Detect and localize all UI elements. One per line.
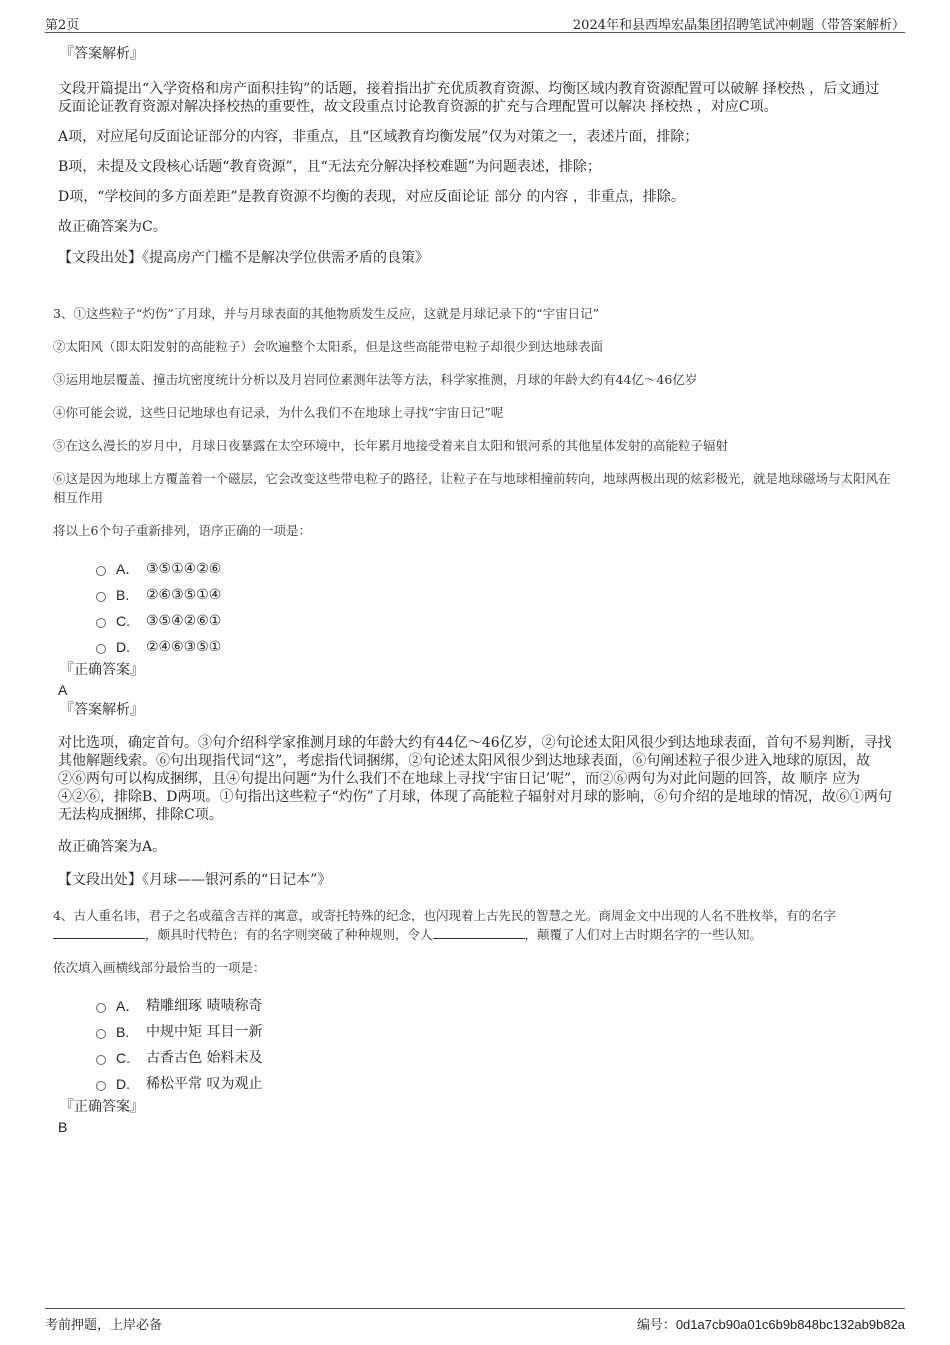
q3-sentence-6: ⑥这是因为地球上方覆盖着一个磁层，它会改变这些带电粒子的路径，让粒子在与地球相撞前转向，地球两极出现的炫彩极光，就是地球磁场与太阳风在相互作用: [53, 471, 891, 505]
q2-analysis-d: D项，“学校间的多方面差距”是教育资源不均衡的表现，对应反面论证 部分 的内容 ，非重点，排除。: [58, 189, 685, 205]
option-text: 古香古色 始料未及: [146, 1050, 263, 1066]
q3-option-c[interactable]: [96, 608, 950, 634]
radio-icon[interactable]: [96, 1081, 106, 1091]
q2-conclusion: 故正确答案为C。: [58, 219, 167, 235]
option-text: 中规中矩 耳目一新: [146, 1024, 263, 1040]
page-footer: [45, 1308, 905, 1333]
q3-option-b[interactable]: [96, 582, 950, 608]
q3-source: [58, 870, 950, 890]
radio-icon[interactable]: [96, 592, 106, 602]
option-text: ③⑤①④②⑥: [146, 561, 222, 577]
q3-sentence-5: ⑤在这么漫长的岁月中，月球日夜暴露在太空环境中，长年累月地接受着来自太阳和银河系的其他星体发射的高能粒子辐射: [53, 438, 729, 453]
page-number: 第2页: [45, 18, 80, 33]
document-title: 2024年和县西埠宏晶集团招聘笔试冲刺题（带答案解析）: [572, 18, 905, 33]
q3-analysis: 对比选项，确定首句。③句介绍科学家推测月球的年龄大约有44亿～46亿岁，②句论述太阳风很少到达地球表面，首句不易判断，寻找其他解题线索。⑥句出现指代词“这”，考虑指代词捆绑，②句论述太阳风很少到达地球表面，⑥句阐述粒子很少进入地球的原因，故②⑥两句可以构成捆绑，且④句提出问题“为什么我们不在地球上寻找‘宇宙日记’呢”，而②⑥两句为对此问题的回答，故 顺序 应为④②⑥，排除B、D两项。①句指出这些粒子“灼伤”了月球，体现了高能粒子辐射对月球的影响，⑥句介绍的是地球的情况，故⑥①两句无法构成捆绑，排除C项。: [58, 735, 892, 823]
radio-icon[interactable]: [96, 644, 106, 654]
q4-option-b[interactable]: [96, 1019, 950, 1045]
q3-option-a[interactable]: [96, 556, 950, 582]
radio-icon[interactable]: [96, 1003, 106, 1013]
radio-icon[interactable]: [96, 618, 106, 628]
radio-icon[interactable]: [96, 566, 106, 576]
q4-option-c[interactable]: [96, 1045, 950, 1071]
fill-blank-1: [53, 926, 145, 939]
option-text: ②⑥③⑤①④: [146, 587, 222, 603]
q4-prompt: 依次填入画横线部分最恰当的一项是：: [53, 960, 266, 975]
radio-icon[interactable]: [96, 1055, 106, 1065]
q4-stem: [53, 906, 892, 944]
radio-icon[interactable]: [96, 1029, 106, 1039]
source-title: 《月球——银河系的“日记本”》: [142, 872, 332, 888]
option-letter: A．: [116, 561, 140, 577]
q2-analysis-b: B项，未提及文段核心话题“教育资源”，且“无法充分解决择校难题”为问题表述，排除；: [58, 159, 601, 175]
source-label: 【文段出处】: [58, 250, 142, 266]
page-content: [0, 44, 950, 1137]
option-letter: B.: [116, 587, 130, 603]
correct-answer-label: 『正确答案』: [60, 1099, 144, 1115]
footer-slogan: 考前押题，上岸必备: [45, 1318, 163, 1333]
fill-blank-2: [433, 926, 525, 939]
q3-sentence-4: ④你可能会说，这些日记地球也有记录，为什么我们不在地球上寻找“宇宙日记”呢: [53, 405, 504, 420]
q4-option-d[interactable]: [96, 1071, 950, 1097]
q4-option-a[interactable]: [96, 993, 950, 1019]
option-letter: D.: [116, 1076, 130, 1092]
option-text: 精雕细琢 啧啧称奇: [146, 998, 263, 1014]
q4-stem-part-3: ，颠覆了人们对上古时期名字的一些认知。: [524, 927, 763, 942]
q4-stem-part-1: 4、古人重名讳，君子之名或蕴含吉祥的寓意，或寄托特殊的纪念，也闪现着上古先民的智慧之光。商周金文中出现的人名不胜枚举，有的名字: [53, 908, 836, 923]
source-title: 《提高房产门槛不是解决学位供需矛盾的良策》: [142, 250, 429, 266]
q2-source: [58, 248, 950, 268]
q2-analysis-main: 文段开篇提出“入学资格和房产面积挂钩”的话题，接着指出扩充优质教育资源、均衡区域内教育资源配置可以破解 择校热 ，后文通过反面论证教育资源对解决择校热的重要性，故文段重点讨论教育资源的扩充与合理配置可以解决 择校热 ，对应C项。: [58, 81, 880, 115]
correct-answer-label: 『正确答案』: [60, 662, 144, 678]
q3-conclusion: 故正确答案为A。: [58, 839, 167, 855]
q4-stem-part-2: ，颇具时代特色；有的名字则突破了种种规则，令人: [145, 927, 433, 942]
option-letter: C.: [116, 613, 130, 629]
option-text: 稀松平常 叹为观止: [146, 1076, 263, 1092]
q3-sentence-3: ③运用地层覆盖、撞击坑密度统计分析以及月岩同位素测年法等方法，科学家推测，月球的年龄大约有44亿～46亿岁: [53, 372, 698, 387]
page-header: [45, 10, 905, 33]
q3-sentence-2: ②太阳风（即太阳发射的高能粒子）会吹遍整个太阳系，但是这些高能带电粒子却很少到达地球表面: [53, 339, 604, 354]
q3-option-d[interactable]: [96, 634, 950, 660]
option-letter: B.: [116, 1024, 130, 1040]
q4-answer: B: [58, 1119, 68, 1135]
option-text: ③⑤④②⑥①: [146, 613, 222, 629]
q2-analysis-a: A项，对应尾句反面论证部分的内容，非重点，且“区域教育均衡发展”仅为对策之一，表述片面，排除；: [58, 129, 699, 145]
document-code: 编号：0d1a7cb90a01c6b9b848bc132ab9b82a: [636, 1317, 905, 1332]
option-letter: A．: [116, 998, 140, 1014]
option-text: ②④⑥③⑤①: [146, 639, 222, 655]
analysis-label: 『答案解析』: [60, 46, 144, 62]
analysis-label: 『答案解析』: [60, 702, 144, 718]
q3-answer: A: [58, 682, 68, 698]
option-letter: D.: [116, 639, 130, 655]
option-letter: C.: [116, 1050, 130, 1066]
q3-prompt: 将以上6个句子重新排列，语序正确的一项是：: [53, 523, 311, 538]
q3-sentence-1: 3、①这些粒子“灼伤”了月球，并与月球表面的其他物质发生反应，这就是月球记录下的“宇宙日记”: [53, 306, 600, 321]
source-label: 【文段出处】: [58, 872, 142, 888]
